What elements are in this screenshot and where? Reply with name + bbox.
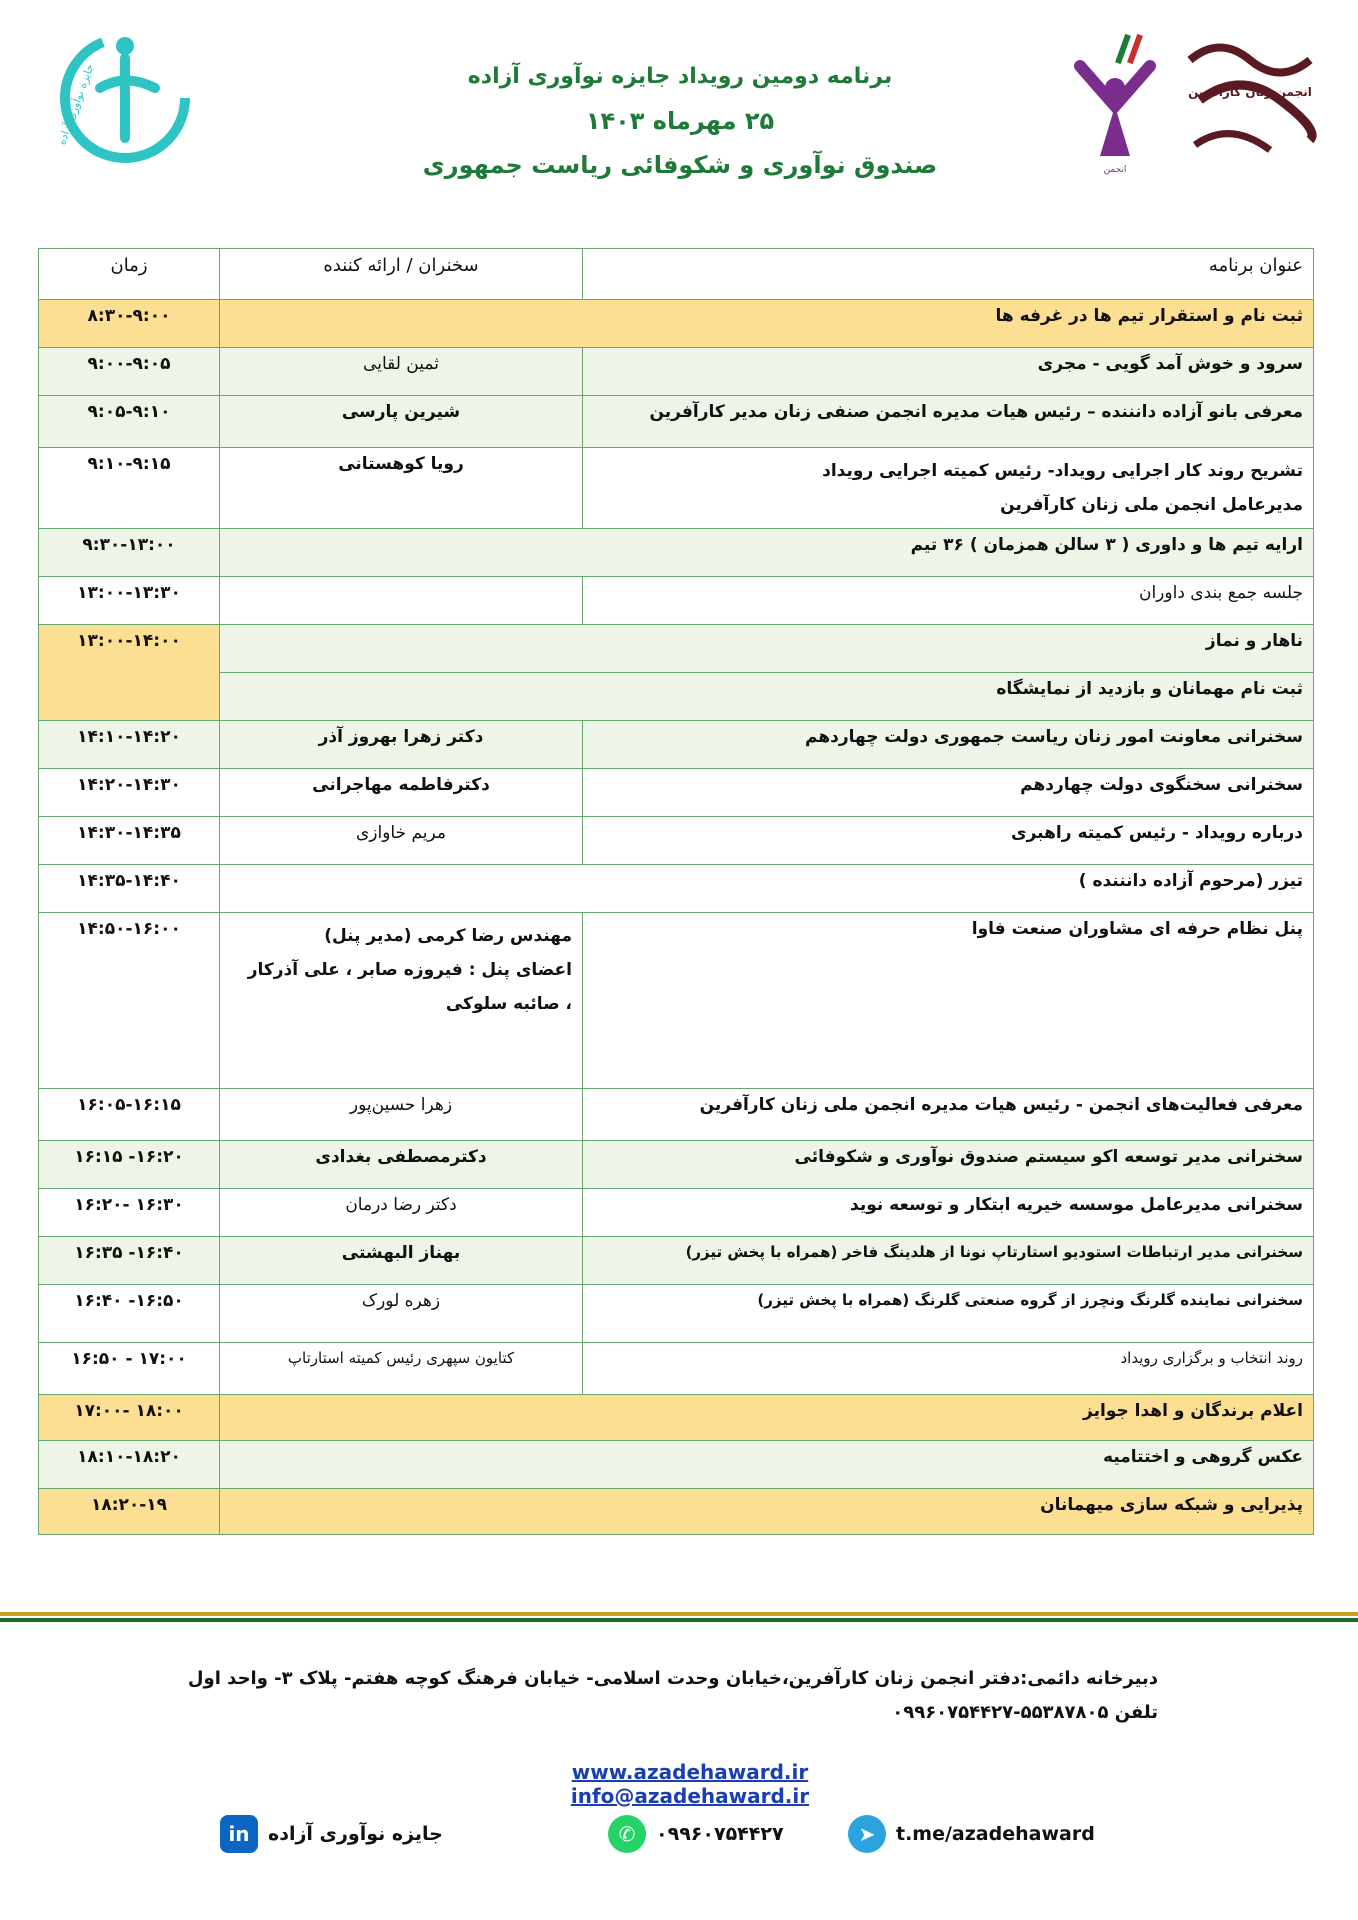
- row-speaker: کتایون سپهری رئیس کمیته استارتاپ: [220, 1343, 583, 1395]
- column-header-speaker: سخنران / ارائه کننده: [220, 249, 583, 300]
- row-title: روند انتخاب و برگزاری رویداد: [583, 1343, 1314, 1395]
- row-title: عکس گروهی و اختتامیه: [220, 1441, 1314, 1489]
- row-time: ۱۳:۰۰-۱۴:۰۰: [39, 625, 220, 721]
- website-link[interactable]: www.azadehaward.ir: [571, 1760, 809, 1784]
- row-speaker: [220, 577, 583, 625]
- organizer-name: صندوق نوآوری و شکوفائی ریاست جمهوری: [422, 151, 938, 179]
- row-title: پذیرایی و شبکه سازی میهمانان: [220, 1489, 1314, 1535]
- row-time: ۹:۰۰-۹:۰۵: [39, 348, 220, 396]
- linkedin-contact[interactable]: [220, 1812, 443, 1856]
- row-title: سخنرانی نماینده گلرنگ ونچرز از گروه صنعتی گلرنگ (همراه با پخش تیزر): [583, 1285, 1314, 1343]
- row-speaker: زهرا حسین‌پور: [220, 1089, 583, 1141]
- logo-left-text: جایزه نوآوری آزاده: [55, 61, 97, 147]
- row-time: ۱۴:۳۵-۱۴:۴۰: [39, 865, 220, 913]
- table-row: [39, 817, 1314, 865]
- panel-members: اعضای پنل : فیروزه صابر ، علی آذرکار: [247, 960, 572, 980]
- table-row: [39, 1343, 1314, 1395]
- row-speaker: ثمین لقایی: [220, 348, 583, 396]
- row-time: ۱۸:۱۰-۱۸:۲۰: [39, 1441, 220, 1489]
- email-link[interactable]: info@azadehaward.ir: [570, 1784, 810, 1808]
- table-row: [39, 1237, 1314, 1285]
- footer-links: [440, 1760, 940, 1808]
- linkedin-label: جایزه نوآوری آزاده: [268, 1823, 443, 1845]
- row-speaker: مریم خاوازی: [220, 817, 583, 865]
- table-row: [39, 673, 1314, 721]
- svg-text:انجمن: انجمن: [1103, 165, 1127, 175]
- linkedin-icon: in: [220, 1815, 258, 1853]
- row-time: ۹:۱۰-۹:۱۵: [39, 448, 220, 529]
- association-logo: [1060, 26, 1180, 176]
- table-row: [39, 1089, 1314, 1141]
- panel-members-cont: ، صائبه سلوکی: [445, 994, 572, 1014]
- program-table: [38, 248, 1314, 1535]
- row-speaker: [220, 913, 583, 1089]
- row-speaker: دکترفاطمه مهاجرانی: [220, 769, 583, 817]
- row-title: درباره رویداد - رئیس کمیته راهبری: [583, 817, 1314, 865]
- row-time: ۱۴:۱۰-۱۴:۲۰: [39, 721, 220, 769]
- row-speaker: شیرین پارسی: [220, 396, 583, 448]
- telegram-label: t.me/azadehaward: [896, 1823, 1095, 1845]
- row-time: ۱۸:۲۰-۱۹: [39, 1489, 220, 1535]
- row-title: تیزر (مرحوم آزاده دانننده ): [220, 865, 1314, 913]
- table-row: [39, 448, 1314, 529]
- table-row: [39, 721, 1314, 769]
- row-title: ارایه تیم ها و داوری ( ۳ سالن همزمان ) ۳۶ تیم: [220, 529, 1314, 577]
- table-row: [39, 348, 1314, 396]
- contact-info: [158, 1662, 1158, 1730]
- table-header-row: [39, 249, 1314, 300]
- row-time: ۱۶:۴۰ -۱۶:۵۰: [39, 1285, 220, 1343]
- row-time: ۱۴:۵۰-۱۶:۰۰: [39, 913, 220, 1089]
- telegram-contact[interactable]: [848, 1812, 1095, 1856]
- panel-moderator: مهندس رضا کرمی (مدیر پنل): [324, 926, 572, 946]
- row-time: ۱۶:۳۵ -۱۶:۴۰: [39, 1237, 220, 1285]
- row-title: سرود و خوش آمد گویی - مجری: [583, 348, 1314, 396]
- table-row: [39, 396, 1314, 448]
- table-row: [39, 300, 1314, 348]
- table-row: [39, 913, 1314, 1089]
- row-time: ۸:۳۰-۹:۰۰: [39, 300, 220, 348]
- row-title-line2: مدیرعامل انجمن ملی زنان کارآفرین: [1000, 495, 1303, 515]
- whatsapp-icon: ✆: [608, 1815, 646, 1853]
- row-time: ۹:۰۵-۹:۱۰: [39, 396, 220, 448]
- row-time: ۱۶:۰۵-۱۶:۱۵: [39, 1089, 220, 1141]
- row-time: ۱۴:۳۰-۱۴:۳۵: [39, 817, 220, 865]
- row-title: معرفی فعالیت‌های انجمن - رئیس هیات مدیره انجمن ملی زنان کارآفرین: [583, 1089, 1314, 1141]
- header-titles: [300, 55, 1060, 187]
- table-row: [39, 1441, 1314, 1489]
- footer-rule-gold: [0, 1612, 1358, 1616]
- row-title: سخنرانی مدیرعامل موسسه خیریه ابتکار و توسعه نوید: [583, 1189, 1314, 1237]
- row-title: [583, 448, 1314, 529]
- table-row: [39, 865, 1314, 913]
- table-row: [39, 1285, 1314, 1343]
- table-row: [39, 625, 1314, 673]
- row-time: ۹:۳۰-۱۳:۰۰: [39, 529, 220, 577]
- address: دبیرخانه دائمی:دفتر انجمن زنان کارآفرین،خیابان وحدت اسلامی- خیابان فرهنگ کوچه هفتم- پلاک ۳- واحد اول: [187, 1668, 1158, 1689]
- row-time: ۱۳:۰۰-۱۳:۳۰: [39, 577, 220, 625]
- row-time: ۱۴:۲۰-۱۴:۳۰: [39, 769, 220, 817]
- row-title: اعلام برندگان و اهدا جوایز: [220, 1395, 1314, 1441]
- row-title: پنل نظام حرفه ای مشاوران صنعت فاوا: [583, 913, 1314, 1089]
- row-speaker: دکتر رضا درمان: [220, 1189, 583, 1237]
- row-time: ۱۷:۰۰- ۱۸:۰۰: [39, 1395, 220, 1441]
- table-row: [39, 1141, 1314, 1189]
- table-row: [39, 1189, 1314, 1237]
- row-title: ثبت نام و استقرار تیم ها در غرفه ها: [220, 300, 1314, 348]
- row-speaker: بهناز البهشتی: [220, 1237, 583, 1285]
- row-title: سخنرانی معاونت امور زنان ریاست جمهوری دولت چهاردهم: [583, 721, 1314, 769]
- footer-rule-green: [0, 1618, 1358, 1622]
- row-title: سخنرانی سخنگوی دولت چهاردهم: [583, 769, 1314, 817]
- row-title-line1: تشریح روند کار اجرایی رویداد- رئیس کمیته اجرایی رویداد: [822, 461, 1303, 481]
- page-title: برنامه دومین رویداد جایزه نوآوری آزاده: [467, 64, 893, 89]
- row-time: ۱۶:۲۰- ۱۶:۳۰: [39, 1189, 220, 1237]
- row-title: ناهار و نماز: [220, 625, 1314, 673]
- row-title: جلسه جمع بندی داوران: [583, 577, 1314, 625]
- row-title: معرفی بانو آزاده دانننده – رئیس هیات مدیره انجمن صنفی زنان مدیر کارآفرین: [583, 396, 1314, 448]
- whatsapp-contact[interactable]: [608, 1812, 784, 1856]
- table-row: [39, 1395, 1314, 1441]
- table-row: [39, 529, 1314, 577]
- row-title: سخنرانی مدیر توسعه اکو سیستم صندوق نوآوری و شکوفائی: [583, 1141, 1314, 1189]
- table-row: [39, 769, 1314, 817]
- table-row: [39, 1489, 1314, 1535]
- telegram-icon: ➤: [848, 1815, 886, 1853]
- row-time: ۱۶:۵۰ - ۱۷:۰۰: [39, 1343, 220, 1395]
- row-speaker: دکترمصطفی بغدادی: [220, 1141, 583, 1189]
- event-date: ۲۵ مهرماه ۱۴۰۳: [585, 107, 775, 135]
- azadeh-award-logo: [30, 18, 200, 188]
- phone: تلفن ۵۵۳۸۷۸۰۵-۰۹۹۶۰۷۵۴۴۲۷: [892, 1702, 1158, 1723]
- page-footer: [0, 1612, 1358, 1920]
- table-row: [39, 577, 1314, 625]
- column-header-time: زمان: [39, 249, 220, 300]
- women-entrepreneurs-logo: [1180, 30, 1320, 170]
- column-header-title: عنوان برنامه: [583, 249, 1314, 300]
- row-speaker: زهره لورک: [220, 1285, 583, 1343]
- row-speaker: دکتر زهرا بهروز آذر: [220, 721, 583, 769]
- logo-right-text: انجمن زنان کارآفرین: [1188, 85, 1312, 99]
- row-time: ۱۶:۱۵ -۱۶:۲۰: [39, 1141, 220, 1189]
- row-title: سخنرانی مدیر ارتباطات استودیو استارتاپ نونا از هلدینگ فاخر (همراه با پخش تیزر): [583, 1237, 1314, 1285]
- row-title: ثبت نام مهمانان و بازدید از نمایشگاه: [220, 673, 1314, 721]
- row-speaker: رویا کوهستانی: [220, 448, 583, 529]
- page-header: [0, 0, 1358, 230]
- whatsapp-label: ۰۹۹۶۰۷۵۴۴۲۷: [656, 1823, 784, 1845]
